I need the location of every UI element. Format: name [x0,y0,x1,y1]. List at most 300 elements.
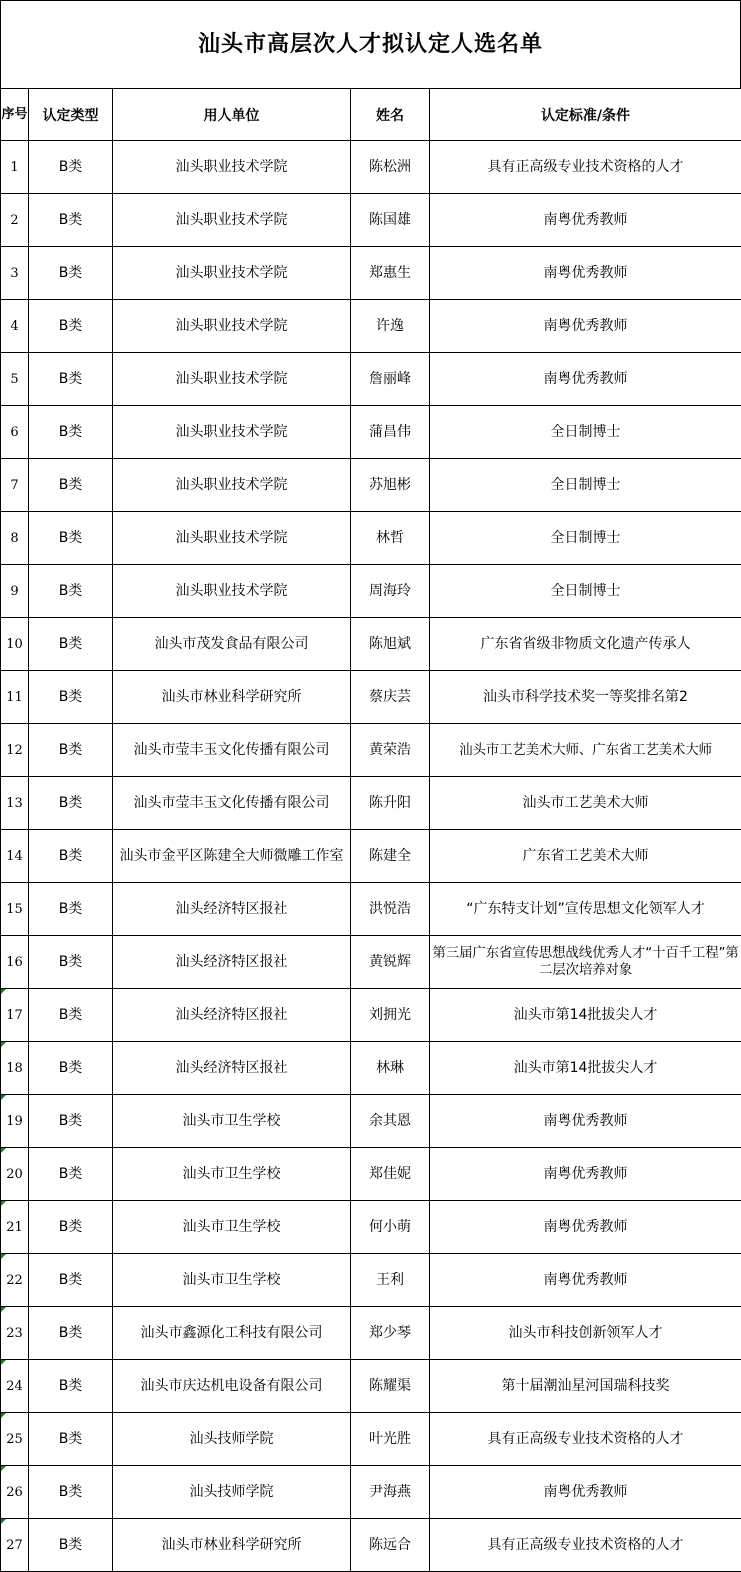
cell-unit [113,883,351,936]
cell-unit [113,1201,351,1254]
cell-name-text: 许逸 [376,317,404,334]
cell-name [351,247,430,300]
table-body [1,141,741,1572]
cell-standard-text: 南粤优秀教师 [543,1483,628,1500]
cell-no [1,247,29,300]
cell-no-text: 4 [10,318,19,334]
cell-name [351,1148,430,1201]
table-row [1,989,741,1042]
cell-type-text: B类 [58,211,83,228]
cell-type [29,777,113,830]
cell-standard-text: 南粤优秀教师 [543,264,628,281]
cell-unit [113,1413,351,1466]
cell-flag-marker [1,1095,6,1100]
table-row [1,565,741,618]
cell-flag-marker [1,1360,6,1365]
cell-standard-text: 南粤优秀教师 [543,1218,628,1235]
cell-no [1,777,29,830]
cell-unit-text: 汕头经济特区报社 [175,953,288,970]
cell-type [29,1201,113,1254]
cell-no-text: 3 [10,265,19,281]
candidate-table [0,88,741,1572]
cell-no [1,1307,29,1360]
cell-unit [113,247,351,300]
cell-unit-text: 汕头市卫生学校 [182,1218,281,1235]
cell-standard [430,1307,741,1360]
cell-no [1,883,29,936]
cell-type-text: B类 [58,688,83,705]
cell-no [1,724,29,777]
cell-no [1,1519,29,1572]
cell-type [29,565,113,618]
cell-flag-marker [1,1148,6,1153]
cell-standard [430,989,741,1042]
cell-unit [113,353,351,406]
cell-name-text: 蔡庆芸 [369,688,411,705]
cell-name-text: 尹海燕 [369,1483,411,1500]
cell-no [1,671,29,724]
cell-name-text: 余其恩 [369,1112,411,1129]
cell-standard-text: 第三届广东省宣传思想战线优秀人才“十百千工程”第二层次培养对象 [432,945,739,978]
cell-standard [430,300,741,353]
table-row [1,512,741,565]
cell-no [1,1201,29,1254]
table-row [1,1042,741,1095]
cell-unit [113,1148,351,1201]
cell-type-text: B类 [58,370,83,387]
cell-unit [113,141,351,194]
cell-type-text: B类 [58,1271,83,1288]
cell-unit [113,512,351,565]
cell-name [351,1307,430,1360]
cell-standard [430,618,741,671]
cell-unit-text: 汕头经济特区报社 [175,900,288,917]
table-row [1,936,741,989]
cell-type-text: B类 [58,1430,83,1447]
cell-standard-text: 广东省省级非物质文化遗产传承人 [480,635,691,652]
cell-name [351,1360,430,1413]
cell-type [29,724,113,777]
cell-unit-text: 汕头职业技术学院 [175,423,288,440]
cell-unit-text: 汕头市金平区陈建全大师微雕工作室 [119,847,344,864]
cell-standard-text: 第十届潮汕星河国瑞科技奖 [501,1377,670,1394]
cell-no [1,1254,29,1307]
cell-type-text: B类 [58,635,83,652]
table-row [1,1307,741,1360]
cell-type [29,1466,113,1519]
cell-name-text: 郑佳妮 [369,1165,411,1182]
cell-flag-marker [1,989,6,994]
cell-type-text: B类 [58,847,83,864]
table-row [1,1360,741,1413]
cell-standard [430,671,741,724]
cell-standard-text: 汕头市第14批拔尖人才 [513,1059,658,1076]
cell-type [29,1042,113,1095]
cell-name [351,936,430,989]
cell-name [351,353,430,406]
cell-standard-text: “广东特支计划”宣传思想文化领军人才 [466,900,705,917]
cell-type [29,1254,113,1307]
page-title: 汕头市高层次人才拟认定人选名单 [0,0,741,88]
cell-flag-marker [1,1519,6,1524]
cell-name-text: 蒲昌伟 [369,423,411,440]
table-row [1,618,741,671]
cell-type [29,247,113,300]
cell-standard-text: 南粤优秀教师 [543,211,628,228]
cell-no-text: 6 [10,424,19,440]
cell-unit [113,565,351,618]
cell-standard [430,406,741,459]
cell-name [351,1466,430,1519]
cell-standard [430,141,741,194]
cell-standard [430,1201,741,1254]
cell-standard-text: 全日制博士 [550,423,621,440]
cell-type-text: B类 [58,264,83,281]
cell-unit-text: 汕头技师学院 [189,1430,274,1447]
cell-standard [430,565,741,618]
cell-name [351,618,430,671]
cell-standard-text: 全日制博士 [550,529,621,546]
cell-standard-text: 南粤优秀教师 [543,317,628,334]
cell-unit [113,1095,351,1148]
cell-name-text: 陈建全 [369,847,411,864]
cell-unit-text: 汕头经济特区报社 [175,1006,288,1023]
cell-unit-text: 汕头市茂发食品有限公司 [154,635,309,652]
cell-standard [430,459,741,512]
cell-unit [113,1519,351,1572]
cell-name [351,565,430,618]
cell-name-text: 洪悦浩 [369,900,411,917]
cell-no-text: 26 [6,1484,23,1500]
cell-type-text: B类 [58,1536,83,1553]
cell-name-text: 詹丽峰 [369,370,411,387]
cell-standard [430,1360,741,1413]
header-no: 序号 [1,89,29,141]
cell-no-text: 21 [6,1219,23,1235]
cell-name [351,830,430,883]
cell-flag-marker [1,1466,6,1471]
cell-unit [113,671,351,724]
cell-standard-text: 广东省工艺美术大师 [522,847,649,864]
cell-no-text: 19 [6,1113,23,1129]
cell-name [351,141,430,194]
cell-standard [430,1413,741,1466]
cell-name-text: 林琳 [376,1059,404,1076]
cell-name-text: 黄锐辉 [369,953,411,970]
cell-no-text: 13 [6,795,23,811]
cell-no [1,936,29,989]
cell-name [351,883,430,936]
cell-standard-text: 汕头市科技创新领军人才 [508,1324,663,1341]
cell-name [351,1254,430,1307]
cell-standard [430,830,741,883]
cell-name-text: 陈耀渠 [369,1377,411,1394]
cell-no-text: 12 [6,742,23,758]
cell-type [29,194,113,247]
cell-name-text: 苏旭彬 [369,476,411,493]
cell-no-text: 8 [10,530,19,546]
cell-no-text: 16 [6,954,23,970]
cell-type-text: B类 [58,1324,83,1341]
table-row [1,353,741,406]
cell-name-text: 陈升阳 [369,794,411,811]
cell-name [351,777,430,830]
cell-no-text: 7 [10,477,19,493]
cell-type-text: B类 [58,1377,83,1394]
cell-no [1,1466,29,1519]
cell-no [1,1095,29,1148]
table-row [1,1201,741,1254]
cell-type-text: B类 [58,1483,83,1500]
cell-unit-text: 汕头市林业科学研究所 [161,688,302,705]
cell-flag-marker [1,1254,6,1259]
cell-flag-marker [1,1042,6,1047]
cell-standard [430,1466,741,1519]
table-row [1,406,741,459]
cell-type [29,353,113,406]
cell-type [29,1360,113,1413]
cell-name [351,1042,430,1095]
cell-type [29,141,113,194]
cell-no [1,512,29,565]
cell-type [29,1519,113,1572]
cell-no-text: 5 [10,371,19,387]
cell-standard [430,1042,741,1095]
cell-unit-text: 汕头职业技术学院 [175,529,288,546]
cell-no-text: 10 [6,636,23,652]
cell-no [1,406,29,459]
cell-no [1,353,29,406]
cell-name-text: 郑惠生 [369,264,411,281]
cell-type-text: B类 [58,794,83,811]
cell-unit-text: 汕头职业技术学院 [175,317,288,334]
table-row [1,724,741,777]
cell-unit-text: 汕头职业技术学院 [175,476,288,493]
cell-unit [113,406,351,459]
table-row [1,459,741,512]
cell-unit [113,1360,351,1413]
cell-name [351,459,430,512]
cell-unit [113,618,351,671]
cell-standard-text: 汕头市科学技术奖一等奖排名第2 [483,688,688,705]
cell-name-text: 陈远合 [369,1536,411,1553]
cell-type [29,1307,113,1360]
cell-name-text: 周海玲 [369,582,411,599]
cell-name-text: 陈松洲 [369,158,411,175]
cell-no-text: 18 [6,1060,23,1076]
cell-name [351,194,430,247]
cell-name [351,1201,430,1254]
cell-standard-text: 全日制博士 [550,582,621,599]
cell-type-text: B类 [58,1112,83,1129]
cell-type-text: B类 [58,1165,83,1182]
cell-type [29,883,113,936]
cell-no-text: 11 [6,689,23,705]
cell-no-text: 15 [6,901,23,917]
cell-unit-text: 汕头市卫生学校 [182,1112,281,1129]
cell-unit-text: 汕头市莹丰玉文化传播有限公司 [133,794,330,811]
cell-name [351,300,430,353]
cell-standard [430,1148,741,1201]
cell-name [351,1095,430,1148]
cell-type-text: B类 [58,1218,83,1235]
cell-unit [113,300,351,353]
table-row [1,1095,741,1148]
cell-no [1,300,29,353]
cell-unit [113,777,351,830]
cell-standard [430,724,741,777]
cell-unit [113,459,351,512]
cell-flag-marker [1,1307,6,1312]
table-row [1,1254,741,1307]
cell-no-text: 22 [6,1272,23,1288]
cell-type [29,989,113,1042]
cell-no-text: 25 [6,1431,23,1447]
cell-type [29,300,113,353]
cell-unit-text: 汕头市林业科学研究所 [161,1536,302,1553]
cell-standard [430,883,741,936]
table-row [1,300,741,353]
cell-unit-text: 汕头职业技术学院 [175,211,288,228]
cell-name-text: 黄荣浩 [369,741,411,758]
table-row [1,1519,741,1572]
table-row [1,194,741,247]
cell-type [29,1148,113,1201]
cell-unit-text: 汕头职业技术学院 [175,370,288,387]
cell-flag-marker [1,1413,6,1418]
cell-type [29,406,113,459]
header-name: 姓名 [351,89,430,141]
cell-no [1,1360,29,1413]
cell-type [29,671,113,724]
table-row [1,671,741,724]
cell-unit-text: 汕头职业技术学院 [175,582,288,599]
cell-standard-text: 具有正高级专业技术资格的人才 [487,158,684,175]
cell-no-text: 27 [6,1537,23,1553]
cell-name [351,512,430,565]
cell-standard [430,247,741,300]
cell-no-text: 23 [6,1325,23,1341]
cell-no [1,989,29,1042]
header-type: 认定类型 [29,89,113,141]
cell-type [29,1095,113,1148]
cell-unit [113,724,351,777]
cell-type-text: B类 [58,317,83,334]
cell-name [351,1519,430,1572]
cell-name-text: 郑少琴 [369,1324,411,1341]
cell-type [29,936,113,989]
cell-name-text: 叶光胜 [369,1430,411,1447]
table-row [1,777,741,830]
cell-name-text: 何小萌 [369,1218,411,1235]
cell-standard-text: 南粤优秀教师 [543,1165,628,1182]
table-header-row [1,89,741,141]
cell-no-text: 9 [10,583,19,599]
cell-unit-text: 汕头市卫生学校 [182,1165,281,1182]
cell-standard-text: 南粤优秀教师 [543,370,628,387]
cell-type-text: B类 [58,158,83,175]
cell-no [1,459,29,512]
table-row [1,1413,741,1466]
cell-type [29,512,113,565]
cell-no [1,1148,29,1201]
cell-standard-text: 汕头市工艺美术大师、广东省工艺美术大师 [459,741,712,758]
cell-unit [113,194,351,247]
cell-standard [430,777,741,830]
cell-standard-text: 具有正高级专业技术资格的人才 [487,1430,684,1447]
cell-no-text: 1 [10,159,19,175]
cell-no-text: 20 [6,1166,23,1182]
cell-standard-text: 南粤优秀教师 [543,1112,628,1129]
cell-type-text: B类 [58,423,83,440]
cell-type-text: B类 [58,582,83,599]
cell-standard [430,1095,741,1148]
cell-unit-text: 汕头技师学院 [189,1483,274,1500]
cell-type-text: B类 [58,529,83,546]
cell-type [29,830,113,883]
cell-no [1,1413,29,1466]
cell-type [29,459,113,512]
cell-standard [430,1254,741,1307]
cell-standard-text: 全日制博士 [550,476,621,493]
cell-standard-text: 汕头市第14批拔尖人才 [513,1006,658,1023]
cell-standard-text: 具有正高级专业技术资格的人才 [487,1536,684,1553]
cell-unit-text: 汕头职业技术学院 [175,158,288,175]
cell-standard-text: 汕头市工艺美术大师 [522,794,649,811]
cell-unit-text: 汕头市莹丰玉文化传播有限公司 [133,741,330,758]
cell-type-text: B类 [58,900,83,917]
cell-type [29,1413,113,1466]
cell-name-text: 林哲 [376,529,404,546]
cell-unit-text: 汕头市鑫源化工科技有限公司 [140,1324,323,1341]
cell-standard [430,353,741,406]
cell-type-text: B类 [58,741,83,758]
cell-no [1,618,29,671]
cell-name [351,671,430,724]
cell-name [351,406,430,459]
table-row [1,1148,741,1201]
header-unit: 用人单位 [113,89,351,141]
cell-no-text: 14 [6,848,23,864]
cell-unit-text: 汕头市卫生学校 [182,1271,281,1288]
cell-unit [113,1042,351,1095]
cell-type [29,618,113,671]
cell-no [1,194,29,247]
table-row [1,830,741,883]
header-standard: 认定标准/条件 [430,89,741,141]
cell-name [351,724,430,777]
cell-type-text: B类 [58,476,83,493]
cell-unit-text: 汕头市庆达机电设备有限公司 [140,1377,323,1394]
cell-no [1,141,29,194]
table-row [1,883,741,936]
table-row [1,141,741,194]
cell-name-text: 陈国雄 [369,211,411,228]
cell-name-text: 刘拥光 [369,1006,411,1023]
cell-name-text: 陈旭斌 [369,635,411,652]
cell-no-text: 17 [6,1007,23,1023]
cell-unit [113,989,351,1042]
cell-unit [113,830,351,883]
cell-no-text: 24 [6,1378,23,1394]
cell-standard [430,1519,741,1572]
cell-standard-text: 南粤优秀教师 [543,1271,628,1288]
table-row [1,247,741,300]
cell-name-text: 王利 [376,1271,404,1288]
cell-standard [430,936,741,989]
cell-name [351,1413,430,1466]
cell-unit-text: 汕头职业技术学院 [175,264,288,281]
